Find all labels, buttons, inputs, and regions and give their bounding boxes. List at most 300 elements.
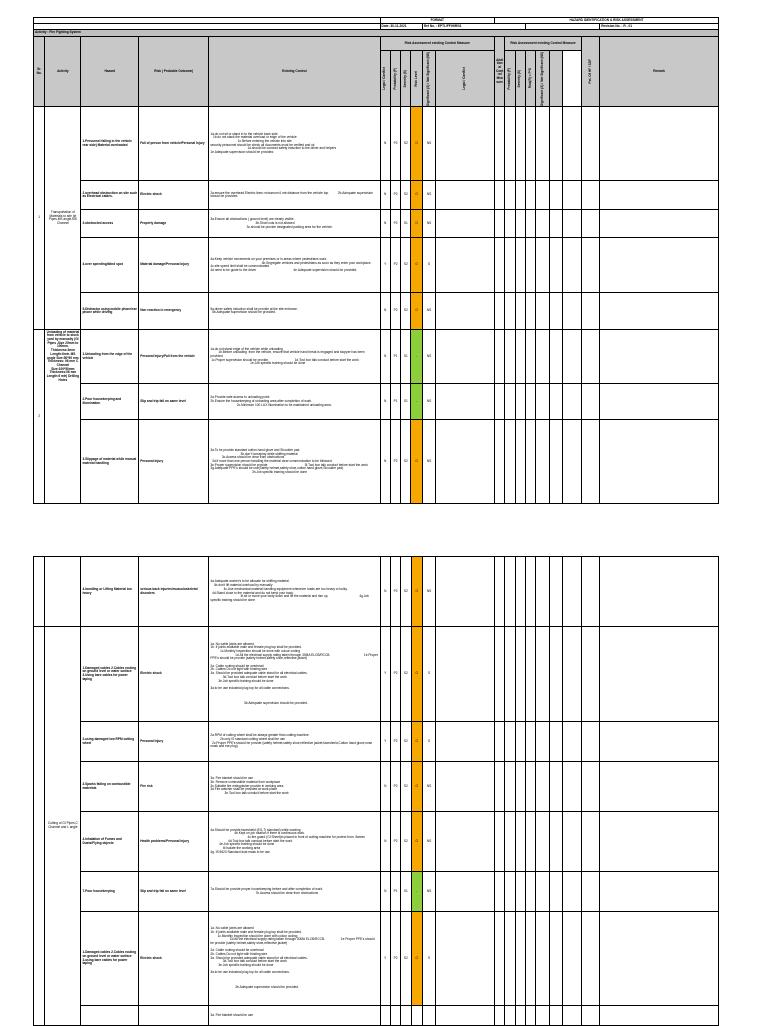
empty-cell — [600, 1006, 719, 1026]
empty-cell — [549, 722, 562, 762]
empty-cell — [581, 107, 600, 181]
hazard-cell — [81, 1006, 139, 1026]
col-signif-2: Significant (S) / Not Significant (NS) — [536, 51, 549, 107]
activity-cell: Transportation of Materials to site (ie Pipes,MS angle,MS Channel — [45, 107, 81, 330]
risk-cell: Personal Injury — [139, 722, 209, 762]
page-1 — [33, 17, 719, 496]
table-row — [34, 384, 719, 420]
empty-cell — [436, 107, 495, 181]
risk-level-cell: O — [411, 912, 422, 1006]
severity-cell: S2 — [401, 627, 411, 722]
hazard-cell: 3.obstructed access — [81, 210, 139, 238]
doc-revision: Revision No. : R - 01 — [600, 24, 719, 30]
probability-cell: P1 — [390, 330, 400, 384]
existing-control-cell: 4a.Adequate worker's to be allocate for shifting material. 4b.don't lift material overload by manually 4c.Use mechanical material handling equipment whenever loads are too heavy or bulky. 4d.Stand close to the material and do not bend your back. 4f.sit or move your body down and lift the material and rise up. 4g.Job specific training should be done — [209, 557, 380, 627]
doc-ref: Ref No. : EPTL/FF/HIR/01 — [422, 24, 525, 30]
hazard-cell: 1.Personnel falling in the vehicle rear side) Material overloaded — [81, 107, 139, 181]
empty-cell — [549, 1006, 562, 1026]
empty-cell — [515, 1006, 525, 1026]
hazard-cell: 1.Damaged cables 2.Cables routing on ground level or water surface 3.Using bare cables for power taping — [81, 627, 139, 722]
empty-cell — [515, 557, 525, 627]
legal-cell: N — [380, 210, 390, 238]
table-row — [34, 812, 719, 872]
empty-cell — [563, 181, 582, 210]
empty-cell — [581, 238, 600, 293]
empty-cell — [549, 107, 562, 181]
empty-cell — [536, 420, 549, 504]
risk-level-cell: O — [411, 812, 422, 872]
empty-cell — [600, 293, 719, 330]
severity-cell: S2 — [401, 812, 411, 872]
existing-control-cell: 1a.do not stand edge of the vehicle while unloading 1b.Before unloading from the vehicle, ensure that vehicle hand break is engaged and stopper has been provided. 1c.Proper supervision should be provide 1d.Tool box talk conduct before start the work 1e.Job specific training should be done — [209, 330, 380, 384]
empty-cell — [549, 872, 562, 912]
table-row — [34, 912, 719, 1006]
risk-cell: Electric shock — [139, 181, 209, 210]
empty-cell — [515, 384, 525, 420]
risk-cell: Material damage/Personal injury — [139, 238, 209, 293]
probability-cell: P2 — [390, 627, 400, 722]
empty-cell — [600, 872, 719, 912]
empty-cell — [495, 293, 505, 330]
empty-cell — [549, 181, 562, 210]
probability-cell: P2 — [390, 722, 400, 762]
risk-level-cell: O — [411, 238, 422, 293]
empty-cell — [581, 293, 600, 330]
severity-cell: S1 — [401, 210, 411, 238]
empty-cell — [436, 238, 495, 293]
existing-control-cell: 3a.To be provide standard cotton hand glove and Shoulder pad. 3b.don't horseplay while shifting material 3c.Access should be clear from obstructions 3d.If more than one person handling the material clear communication to be followed. 3e.Proper supervision should be provide 3f.Tool box talk conduct before start the work 3g.Adequate PPE's should be use(Safety helmet,safety shoe,cotton hand glove,Shoulder pad) 3h.Job specific training should be done — [209, 420, 380, 504]
empty-cell — [436, 330, 495, 384]
probability-cell: P2 — [390, 557, 400, 627]
empty-cell — [581, 762, 600, 812]
risk-level-cell: O — [411, 293, 422, 330]
empty-cell — [600, 384, 719, 420]
empty-cell — [505, 1006, 515, 1026]
empty-cell — [505, 557, 515, 627]
empty-cell — [600, 762, 719, 812]
col-signif: Significant (S) / Not Significant (NS) — [422, 51, 435, 107]
hazard-cell: 3.Slippage of material while manual material handling — [81, 420, 139, 504]
empty-cell — [549, 384, 562, 420]
empty-cell — [526, 557, 536, 627]
empty-cell — [436, 722, 495, 762]
table-row — [34, 330, 719, 384]
empty-cell — [526, 1006, 536, 1026]
table-row — [34, 238, 719, 293]
activity-cell: Cutting of GI Pipes,C Channel and L angle — [45, 627, 81, 1026]
risk-cell: Electric shock — [139, 627, 209, 722]
empty-cell — [526, 812, 536, 872]
empty-cell — [563, 107, 582, 181]
significance-cell: NS — [422, 293, 435, 330]
risk-cell: Property damage — [139, 210, 209, 238]
existing-control-cell: 7a.Should be provide proper housekeeping before and after completion of work. 7b.Access should be clear from obstructions — [209, 872, 380, 912]
legal-cell: N — [380, 762, 390, 812]
risk-cell: serious back injuries/musculoskeletal disorders — [139, 557, 209, 627]
empty-cell — [536, 181, 549, 210]
page-2-rows — [34, 557, 719, 627]
empty-cell — [505, 181, 515, 210]
existing-control-cell: 5a.driver safety induction shall be provide at the site entrance. 5b.Adequate supervision should be provided. — [209, 293, 380, 330]
legal-cell: Y — [380, 912, 390, 1006]
empty-cell — [563, 293, 582, 330]
empty-cell — [536, 912, 549, 1006]
empty-cell — [515, 420, 525, 504]
empty-cell — [495, 107, 505, 181]
empty-cell — [600, 627, 719, 722]
empty-cell — [525, 420, 535, 504]
severity-cell: S2 — [401, 293, 411, 330]
empty-cell — [526, 762, 536, 812]
col-legal: Legal / Conflict — [380, 51, 390, 107]
empty-cell — [436, 912, 495, 1006]
risk-level-cell: O — [411, 762, 422, 812]
existing-control-cell: 1a. No cable joints are allowed 1b. If joints available male and female plug top shall be provided. 1c.Monthly Inspection should be done with colour coding 1d.All the electrical supply rating taken through 30MA ELCB/RCCB. 1e.Proper PPE's should be provide (safety helmet,safety shoe,reflective jacket) 2a. Cable routing should be overhead 2b. Cables Do not tight with binding wire 3a. Should be provided adequate cable stand for all electrical cables. 3d.Tool box talk conduct before start the work 3e.Job specific training should be done 3a.to be use industrial plug top for all cable connections. 3b.Adequate supervision should be provided. — [209, 627, 380, 722]
empty-cell — [581, 912, 600, 1006]
empty-cell — [549, 627, 562, 722]
empty-cell — [515, 627, 525, 722]
empty-cell — [495, 181, 505, 210]
empty-cell — [600, 210, 719, 238]
empty-cell — [536, 293, 549, 330]
severity-cell: S2 — [401, 238, 411, 293]
risk-cell: Health problems/Personal Injury — [139, 812, 209, 872]
empty-cell — [549, 557, 562, 627]
legal-cell: Y — [380, 627, 390, 722]
empty-cell — [536, 762, 549, 812]
risk-level-cell: O — [411, 557, 422, 627]
legal-cell: N — [380, 330, 390, 384]
significance-cell: S — [422, 912, 435, 1006]
existing-control-cell: 1a.do not sit or stand in to the vehicle back side. 1b.do not stack the material overload or edge of the vehicle 1c.Before entering the vehicle into site security personnel should be check all documents must be verified and ok 1d.should be conduct safety induction to the driver and helpers 1e.Adequate supervision should be provided. — [209, 107, 380, 181]
empty-cell — [563, 384, 582, 420]
activity-cell — [45, 557, 81, 627]
empty-cell — [549, 420, 562, 504]
empty-cell — [563, 762, 582, 812]
empty-cell — [495, 812, 505, 872]
empty-cell — [515, 238, 525, 293]
significance-cell: NS — [422, 812, 435, 872]
empty-cell — [536, 107, 549, 181]
table-row — [34, 762, 719, 812]
empty-cell — [505, 762, 515, 812]
hazard-cell: 2.Poor housekeeping and illumination — [81, 384, 139, 420]
col-hazard: Hazard — [81, 37, 139, 107]
empty-cell — [536, 722, 549, 762]
empty-cell — [581, 181, 600, 210]
empty-cell — [563, 872, 582, 912]
risk-cell: Fire risk — [139, 762, 209, 812]
empty-cell — [563, 238, 582, 293]
sr-cell: 1 — [34, 107, 45, 330]
empty-cell — [581, 1006, 600, 1026]
col-prob: Probability (P) — [390, 51, 400, 107]
empty-cell — [495, 627, 505, 722]
hazard-cell: 2.overhead obstruction on site such as Electrical cables. — [81, 181, 139, 210]
legal-cell: N — [380, 557, 390, 627]
severity-cell: S2 — [401, 420, 411, 504]
risk-level-cell: - — [411, 384, 422, 420]
empty-cell — [581, 210, 600, 238]
empty-cell — [495, 238, 505, 293]
empty-cell — [600, 812, 719, 872]
hazard-cell: 5.Distractor using mobile phone/ear phone while driving — [81, 293, 139, 330]
empty-cell — [525, 181, 535, 210]
empty-cell — [525, 384, 535, 420]
empty-cell — [563, 722, 582, 762]
empty-cell — [536, 557, 549, 627]
empty-cell — [495, 762, 505, 812]
risk-cell: Electric shock — [139, 912, 209, 1006]
legal-cell: Y — [380, 722, 390, 762]
empty-cell — [436, 627, 495, 722]
empty-cell — [549, 330, 562, 384]
legal-cell: N — [380, 181, 390, 210]
empty-cell — [436, 210, 495, 238]
empty-cell — [563, 330, 582, 384]
probability-cell: P2 — [390, 420, 400, 504]
sr-cell — [34, 557, 45, 627]
empty-cell — [536, 384, 549, 420]
risk-level-cell: O — [411, 107, 422, 181]
significance-cell: NS — [422, 872, 435, 912]
legal-cell: N — [380, 293, 390, 330]
severity-cell: S2 — [401, 762, 411, 812]
risk-level-cell: O — [411, 210, 422, 238]
legal-cell: N — [380, 107, 390, 181]
col-legal-2: Legal / Conflict — [436, 51, 495, 107]
empty-cell — [563, 210, 582, 238]
col-existing-control: Existing Control — [209, 37, 380, 107]
empty-cell — [526, 627, 536, 722]
col-blank — [549, 51, 562, 107]
empty-cell — [526, 872, 536, 912]
col-ra-additional: Risk Assessment existing Control Measure — [505, 37, 581, 51]
severity-cell — [401, 1006, 411, 1026]
empty-cell — [563, 1006, 582, 1026]
risk-level-cell: O — [411, 420, 422, 504]
empty-cell — [536, 627, 549, 722]
risk-level-cell: O — [411, 181, 422, 210]
empty-cell — [505, 238, 515, 293]
risk-level-cell: - — [411, 872, 422, 912]
risk-cell — [139, 1006, 209, 1026]
format-label: FORMAT — [380, 18, 494, 24]
existing-control-cell: 4a.Keep vehicle movements on your premises or in areas where pedestrians work. 4b.Segregate vehicles and pedestrians as soon as they enter your workplace. 4c.site speed limit shall be communicated 4d.need to be guide to the driver 4e.Adequate supervision should be provided. — [209, 238, 380, 293]
empty-cell — [505, 627, 515, 722]
empty-cell — [495, 210, 505, 238]
empty-cell — [495, 912, 505, 1006]
empty-cell — [495, 420, 505, 504]
empty-cell — [536, 872, 549, 912]
probability-cell: P2 — [390, 210, 400, 238]
probability-cell: P1 — [390, 872, 400, 912]
col-prob-2: Probability (P) — [505, 51, 515, 107]
empty-cell — [505, 293, 515, 330]
legal-cell: N — [380, 384, 390, 420]
table-row — [34, 181, 719, 210]
empty-cell — [536, 330, 549, 384]
empty-cell — [525, 293, 535, 330]
empty-cell — [495, 384, 505, 420]
empty-cell — [581, 812, 600, 872]
probability-cell: P2 — [390, 812, 400, 872]
empty-cell — [536, 210, 549, 238]
severity-cell: S1 — [401, 384, 411, 420]
severity-cell: S1 — [401, 872, 411, 912]
empty-cell — [525, 210, 535, 238]
existing-control-cell: 3a. Fire blanket should be use — [209, 1006, 380, 1026]
empty-cell — [600, 912, 719, 1006]
empty-cell — [536, 1006, 549, 1026]
empty-cell — [581, 420, 600, 504]
severity-cell: S1 — [401, 330, 411, 384]
empty-cell — [581, 384, 600, 420]
empty-cell — [526, 722, 536, 762]
col-ra-existing: Risk Assessment existing Control Measure — [380, 37, 494, 51]
col-sev-2: Severity (S) — [515, 51, 525, 107]
empty-cell — [515, 872, 525, 912]
hazard-cell: 4.handling or Lifting Material too heavy — [81, 557, 139, 627]
legal-cell — [380, 1006, 390, 1026]
col-risk-2: Risk(R) = P*S — [525, 51, 535, 107]
empty-cell — [563, 627, 582, 722]
col-sev: Severity (S) — [401, 51, 411, 107]
col-additional: Additional Control Measure — [495, 37, 505, 107]
empty-cell — [581, 722, 600, 762]
probability-cell: P2 — [390, 107, 400, 181]
empty-cell — [505, 812, 515, 872]
empty-cell — [515, 293, 525, 330]
empty-cell — [525, 238, 535, 293]
col-risk-level: Risk Level — [411, 51, 422, 107]
sr-cell: 2 — [34, 330, 45, 504]
section-1-rows — [34, 107, 719, 330]
existing-control-cell: 4a.Should be provide faceshield (EG-7) standard) while working 4b.Kept on job rotation if there is continuous work. 4c.fire guard (GI Sheet)to placed in front of cutting machine for protect from flames 4d.Tool box talk conduct before start the work 4e.Job specific training should be done 4f.Isolate the working area 4g. IS:9623 Standard dust mask to be use — [209, 812, 380, 872]
empty-cell — [436, 293, 495, 330]
empty-cell — [549, 762, 562, 812]
legal-cell: N — [380, 812, 390, 872]
risk-cell: Slip and trip fall on same level — [139, 384, 209, 420]
empty-cell — [581, 330, 600, 384]
probability-cell — [390, 1006, 400, 1026]
empty-cell — [436, 762, 495, 812]
empty-cell — [600, 107, 719, 181]
empty-cell — [495, 722, 505, 762]
section-3-rows — [34, 627, 719, 1026]
empty-cell — [495, 330, 505, 384]
empty-cell — [515, 181, 525, 210]
col-activity: Activity — [45, 37, 81, 107]
risk-level-cell: O — [411, 627, 422, 722]
empty-cell — [581, 872, 600, 912]
empty-cell — [505, 722, 515, 762]
probability-cell: P2 — [390, 912, 400, 1006]
page-2 — [33, 556, 719, 1024]
empty-cell — [495, 557, 505, 627]
probability-cell: P1 — [390, 384, 400, 420]
hira-table-page-1 — [33, 17, 719, 504]
empty-cell — [563, 557, 582, 627]
table-row — [34, 107, 719, 181]
existing-control-cell: 3a.Ensure all obstructions ( ground level) are clearly visible. 3b.Short cuts is not allowed 3c.should be provide designated parking area for the vehicle. — [209, 210, 380, 238]
significance-cell — [422, 1006, 435, 1026]
significance-cell: NS — [422, 762, 435, 812]
empty-cell — [505, 872, 515, 912]
empty-cell — [515, 722, 525, 762]
empty-cell — [549, 210, 562, 238]
empty-cell — [505, 330, 515, 384]
empty-cell — [515, 812, 525, 872]
severity-cell: S2 — [401, 181, 411, 210]
probability-cell: P2 — [390, 181, 400, 210]
legal-cell: Y — [380, 238, 390, 293]
empty-cell — [515, 107, 525, 181]
risk-level-cell: - — [411, 330, 422, 384]
empty-cell — [600, 238, 719, 293]
empty-cell — [505, 420, 515, 504]
significance-cell: NS — [422, 210, 435, 238]
empty-cell — [549, 812, 562, 872]
severity-cell: S2 — [401, 722, 411, 762]
table-row — [34, 627, 719, 722]
empty-cell — [436, 1006, 495, 1026]
empty-cell — [536, 812, 549, 872]
significance-cell: NS — [422, 557, 435, 627]
col-sr: Sr. No. — [34, 37, 45, 107]
existing-control-cell: 1a. No cable joints are allowed 1b. If joints available male and female plug top shall be provided. 1c.Monthly Inspection should be done with colour coding 1d.All the electrical supply rating taken through 30MA ELCB/RCCB. 1e.Proper PPE's should be provide (safety helmet,safety shoe,reflective jacket) 2a. Cable routing should be overhead 2b. Cables Do not tight with binding wire 3a. Should be provided adequate cable stand for all electrical cables. 3d.Tool box talk conduct before start the work 3e.Job specific training should be done 3a.to be use industrial plug top for all cable connections. 3b.Adequate supervision should be provided. — [209, 912, 380, 1006]
empty-cell — [515, 912, 525, 1006]
table-row — [34, 420, 719, 504]
empty-cell — [436, 557, 495, 627]
probability-cell: P2 — [390, 293, 400, 330]
empty-cell — [525, 107, 535, 181]
hazard-cell: 7.Poor housekeeping — [81, 872, 139, 912]
empty-cell — [563, 420, 582, 504]
risk-level-cell — [411, 1006, 422, 1026]
empty-cell — [581, 627, 600, 722]
empty-cell — [526, 912, 536, 1006]
table-row — [34, 557, 719, 627]
doc-date: Date: 30-11-2021 — [380, 24, 422, 30]
risk-cell: Personal Injury — [139, 420, 209, 504]
table-row — [34, 722, 719, 762]
risk-cell: Personal injury/Fall from the vehicle — [139, 330, 209, 384]
probability-cell: P2 — [390, 238, 400, 293]
empty-cell — [515, 762, 525, 812]
legal-cell: N — [380, 420, 390, 504]
empty-cell — [505, 384, 515, 420]
empty-cell — [525, 330, 535, 384]
existing-control-cell: 3a. Fire blanket should be use 3b. Remove combustible material from workplace 3c.Suitable fire extinguisher provide in working area 3d.Fire watcher shall be provided at work place 3e.Tool box talk conduct before start the work — [209, 762, 380, 812]
empty-cell — [436, 812, 495, 872]
table-row — [34, 210, 719, 238]
significance-cell: NS — [422, 384, 435, 420]
severity-cell: S2 — [401, 107, 411, 181]
severity-cell: S2 — [401, 912, 411, 1006]
empty-cell — [563, 812, 582, 872]
empty-cell — [436, 872, 495, 912]
hazard-cell: 3.Sparks falling on combustible materials — [81, 762, 139, 812]
section-2-rows — [34, 330, 719, 504]
probability-cell: P2 — [390, 762, 400, 812]
significance-cell: S — [422, 627, 435, 722]
empty-cell — [505, 107, 515, 181]
empty-cell — [436, 181, 495, 210]
empty-cell — [600, 330, 719, 384]
empty-cell — [581, 557, 600, 627]
empty-cell — [549, 912, 562, 1006]
